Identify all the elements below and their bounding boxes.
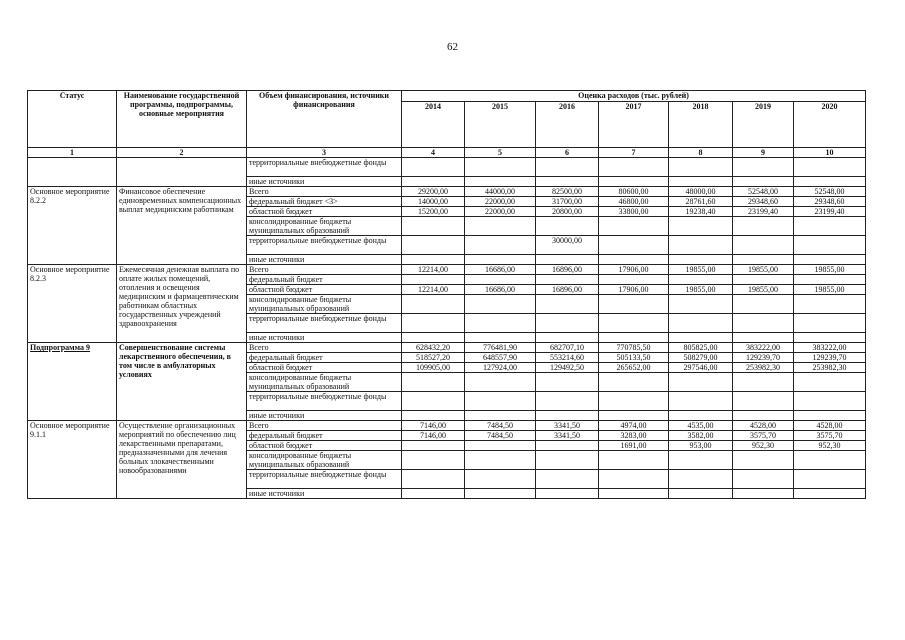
value-cell: 553214,60 (536, 353, 599, 363)
header-year: 2014 (402, 102, 465, 148)
source-cell: территориальные внебюджетные фонды (247, 392, 402, 411)
value-cell: 265652,00 (599, 363, 669, 373)
value-cell (669, 411, 733, 421)
value-cell (536, 158, 599, 177)
value-cell (536, 314, 599, 333)
value-cell (536, 451, 599, 470)
program-name-cell: Ежемесячная денежная выплата по оплате жилых помещений, отопления и освещения медицинским и фармацевтическим работникам областных государственных учреждений здравоохранения (117, 265, 247, 343)
source-cell: областной бюджет (247, 207, 402, 217)
value-cell: 44000,00 (465, 187, 536, 197)
value-cell (536, 275, 599, 285)
value-cell: 19855,00 (669, 265, 733, 275)
value-cell: 22000,00 (465, 197, 536, 207)
value-cell: 383222,00 (733, 343, 794, 353)
value-cell (465, 236, 536, 255)
header-estimate: Оценка расходов (тыс. рублей) (402, 91, 866, 102)
value-cell (794, 295, 866, 314)
value-cell: 23199,40 (794, 207, 866, 217)
source-cell: территориальные внебюджетные фонды (247, 314, 402, 333)
value-cell (733, 217, 794, 236)
value-cell (536, 411, 599, 421)
value-cell (599, 255, 669, 265)
source-cell: федеральный бюджет (247, 353, 402, 363)
header-program-name: Наименование государственной программы, подпрограммы, основные мероприятия (117, 91, 247, 148)
value-cell (599, 236, 669, 255)
value-cell (599, 158, 669, 177)
value-cell: 129239,70 (733, 353, 794, 363)
value-cell (465, 217, 536, 236)
value-cell: 953,00 (669, 441, 733, 451)
value-cell (465, 392, 536, 411)
value-cell (794, 333, 866, 343)
source-cell: Всего (247, 265, 402, 275)
value-cell (402, 489, 465, 499)
value-cell (465, 314, 536, 333)
value-cell (733, 275, 794, 285)
value-cell: 4528,00 (794, 421, 866, 431)
value-cell (794, 255, 866, 265)
status-cell: Подпрограмма 9 (28, 343, 117, 421)
value-cell: 508279,00 (669, 353, 733, 363)
value-cell: 16896,00 (536, 265, 599, 275)
value-cell (733, 470, 794, 489)
value-cell (402, 177, 465, 187)
value-cell (669, 470, 733, 489)
value-cell: 383222,00 (794, 343, 866, 353)
value-cell (794, 314, 866, 333)
header-financing: Объем финансирования, источники финансирования (247, 91, 402, 148)
value-cell (536, 295, 599, 314)
source-cell: иные источники (247, 333, 402, 343)
column-number: 10 (794, 148, 866, 158)
column-number: 6 (536, 148, 599, 158)
value-cell: 12214,00 (402, 265, 465, 275)
value-cell: 16896,00 (536, 285, 599, 295)
value-cell (465, 411, 536, 421)
header-year: 2017 (599, 102, 669, 148)
value-cell (669, 314, 733, 333)
value-cell (794, 217, 866, 236)
value-cell (536, 470, 599, 489)
header-status: Статус (28, 91, 117, 148)
value-cell (733, 451, 794, 470)
header-year: 2016 (536, 102, 599, 148)
value-cell (599, 489, 669, 499)
value-cell (599, 392, 669, 411)
source-cell: консолидированные бюджеты муниципальных образований (247, 373, 402, 392)
value-cell (669, 489, 733, 499)
value-cell (669, 255, 733, 265)
value-cell: 30000,00 (536, 236, 599, 255)
value-cell (536, 489, 599, 499)
value-cell: 22000,00 (465, 207, 536, 217)
value-cell (465, 177, 536, 187)
value-cell (794, 158, 866, 177)
value-cell: 628432,20 (402, 343, 465, 353)
status-cell (28, 158, 117, 187)
value-cell: 4535,00 (669, 421, 733, 431)
value-cell: 776481,90 (465, 343, 536, 353)
source-cell: территориальные внебюджетные фонды (247, 158, 402, 177)
status-cell: Основное мероприятие 9.1.1 (28, 421, 117, 499)
header-row (28, 91, 866, 102)
value-cell (402, 451, 465, 470)
source-cell: федеральный бюджет (247, 275, 402, 285)
value-cell: 253982,30 (794, 363, 866, 373)
value-cell (599, 470, 669, 489)
value-cell: 3341,50 (536, 431, 599, 441)
value-cell (794, 489, 866, 499)
value-cell (599, 411, 669, 421)
value-cell (599, 314, 669, 333)
value-cell: 3582,00 (669, 431, 733, 441)
value-cell (536, 333, 599, 343)
value-cell (733, 255, 794, 265)
value-cell (402, 236, 465, 255)
value-cell (402, 158, 465, 177)
value-cell (536, 373, 599, 392)
financing-table (27, 90, 866, 499)
value-cell: 16686,00 (465, 285, 536, 295)
table-row (28, 421, 866, 431)
value-cell (402, 470, 465, 489)
source-cell: Всего (247, 187, 402, 197)
value-cell: 4528,00 (733, 421, 794, 431)
value-cell: 23199,40 (733, 207, 794, 217)
value-cell (402, 441, 465, 451)
value-cell (465, 441, 536, 451)
source-cell: федеральный бюджет (247, 431, 402, 441)
value-cell: 82500,00 (536, 187, 599, 197)
value-cell (536, 441, 599, 451)
source-cell: иные источники (247, 255, 402, 265)
value-cell (402, 392, 465, 411)
value-cell (599, 333, 669, 343)
value-cell (669, 217, 733, 236)
header-year: 2015 (465, 102, 536, 148)
value-cell: 19238,40 (669, 207, 733, 217)
value-cell (402, 333, 465, 343)
source-cell: консолидированные бюджеты муниципальных образований (247, 451, 402, 470)
source-cell: консолидированные бюджеты муниципальных образований (247, 295, 402, 314)
source-cell: иные источники (247, 411, 402, 421)
value-cell (465, 275, 536, 285)
value-cell (536, 255, 599, 265)
value-cell (599, 177, 669, 187)
value-cell: 7484,50 (465, 431, 536, 441)
value-cell: 19855,00 (733, 285, 794, 295)
value-cell: 3341,50 (536, 421, 599, 431)
source-cell: иные источники (247, 489, 402, 499)
value-cell: 15200,00 (402, 207, 465, 217)
value-cell: 46800,00 (599, 197, 669, 207)
value-cell (669, 295, 733, 314)
value-cell: 518527,20 (402, 353, 465, 363)
value-cell (794, 373, 866, 392)
value-cell: 20800,00 (536, 207, 599, 217)
source-cell: областной бюджет (247, 285, 402, 295)
value-cell (669, 275, 733, 285)
value-cell: 682707,10 (536, 343, 599, 353)
value-cell (733, 295, 794, 314)
value-cell (465, 158, 536, 177)
value-cell: 33800,00 (599, 207, 669, 217)
program-name-cell (117, 158, 247, 187)
value-cell: 80600,00 (599, 187, 669, 197)
value-cell: 31700,00 (536, 197, 599, 207)
value-cell (402, 255, 465, 265)
value-cell (733, 489, 794, 499)
value-cell (599, 451, 669, 470)
value-cell: 3575,70 (733, 431, 794, 441)
program-name-cell: Осуществление организационных мероприятий по обеспечению лиц лекарственными препаратами, предназначенными для лечения больных злокачественными новообразованиями (117, 421, 247, 499)
value-cell: 29348,60 (733, 197, 794, 207)
value-cell (733, 373, 794, 392)
value-cell: 3283,00 (599, 431, 669, 441)
value-cell: 52548,00 (794, 187, 866, 197)
column-number-row (28, 148, 866, 158)
column-number: 1 (28, 148, 117, 158)
value-cell (794, 392, 866, 411)
value-cell (465, 255, 536, 265)
table-row (28, 343, 866, 353)
page-number: 62 (447, 41, 458, 53)
source-cell: Всего (247, 421, 402, 431)
value-cell (402, 295, 465, 314)
value-cell (794, 451, 866, 470)
column-number: 2 (117, 148, 247, 158)
header-year: 2018 (669, 102, 733, 148)
value-cell (599, 295, 669, 314)
value-cell: 19855,00 (669, 285, 733, 295)
value-cell (794, 236, 866, 255)
value-cell (465, 451, 536, 470)
value-cell (733, 333, 794, 343)
value-cell: 17906,00 (599, 265, 669, 275)
value-cell: 19855,00 (794, 265, 866, 275)
value-cell (794, 177, 866, 187)
program-name-cell: Финансовое обеспечение единовременных компенсационных выплат медицинским работникам (117, 187, 247, 265)
value-cell (669, 392, 733, 411)
value-cell: 805825,00 (669, 343, 733, 353)
value-cell: 28761,60 (669, 197, 733, 207)
value-cell (536, 392, 599, 411)
value-cell (465, 489, 536, 499)
value-cell (599, 275, 669, 285)
value-cell (599, 217, 669, 236)
value-cell (733, 392, 794, 411)
value-cell (733, 314, 794, 333)
value-cell (733, 177, 794, 187)
value-cell: 29348,60 (794, 197, 866, 207)
value-cell: 1691,00 (599, 441, 669, 451)
value-cell: 48000,00 (669, 187, 733, 197)
value-cell (465, 470, 536, 489)
value-cell: 52548,00 (733, 187, 794, 197)
value-cell: 129492,50 (536, 363, 599, 373)
value-cell (402, 275, 465, 285)
value-cell: 505133,50 (599, 353, 669, 363)
value-cell (733, 236, 794, 255)
value-cell: 4974,00 (599, 421, 669, 431)
value-cell (599, 373, 669, 392)
table-row (28, 158, 866, 177)
header-year: 2020 (794, 102, 866, 148)
value-cell (536, 217, 599, 236)
header-year: 2019 (733, 102, 794, 148)
value-cell: 109905,00 (402, 363, 465, 373)
value-cell (794, 411, 866, 421)
value-cell (402, 411, 465, 421)
column-number: 9 (733, 148, 794, 158)
value-cell (669, 158, 733, 177)
value-cell (402, 314, 465, 333)
source-cell: федеральный бюджет <3> (247, 197, 402, 207)
value-cell (669, 373, 733, 392)
value-cell: 17906,00 (599, 285, 669, 295)
value-cell (794, 470, 866, 489)
value-cell (733, 411, 794, 421)
value-cell: 29200,00 (402, 187, 465, 197)
value-cell (465, 295, 536, 314)
source-cell: территориальные внебюджетные фонды (247, 470, 402, 489)
column-number: 3 (247, 148, 402, 158)
table-row (28, 187, 866, 197)
value-cell: 952,30 (733, 441, 794, 451)
value-cell (669, 236, 733, 255)
value-cell: 770785,50 (599, 343, 669, 353)
column-number: 8 (669, 148, 733, 158)
value-cell: 19855,00 (733, 265, 794, 275)
column-number: 7 (599, 148, 669, 158)
program-name-cell: Совершенствование системы лекарственного обеспечения, в том числе в амбулаторных условиях (117, 343, 247, 421)
source-cell: иные источники (247, 177, 402, 187)
status-cell: Основное мероприятие 8.2.3 (28, 265, 117, 343)
value-cell (669, 177, 733, 187)
value-cell (402, 373, 465, 392)
value-cell (669, 451, 733, 470)
value-cell: 253982,30 (733, 363, 794, 373)
value-cell: 16686,00 (465, 265, 536, 275)
source-cell: консолидированные бюджеты муниципальных образований (247, 217, 402, 236)
value-cell: 952,30 (794, 441, 866, 451)
value-cell: 297546,00 (669, 363, 733, 373)
value-cell: 7484,50 (465, 421, 536, 431)
value-cell: 129239,70 (794, 353, 866, 363)
value-cell (669, 333, 733, 343)
value-cell (402, 217, 465, 236)
value-cell: 127924,00 (465, 363, 536, 373)
source-cell: областной бюджет (247, 441, 402, 451)
table-row (28, 265, 866, 275)
value-cell (465, 333, 536, 343)
source-cell: территориальные внебюджетные фонды (247, 236, 402, 255)
source-cell: областной бюджет (247, 363, 402, 373)
value-cell: 14000,00 (402, 197, 465, 207)
value-cell: 3575,70 (794, 431, 866, 441)
value-cell: 12214,00 (402, 285, 465, 295)
value-cell: 7146,00 (402, 421, 465, 431)
status-cell: Основное мероприятие 8.2.2 (28, 187, 117, 265)
value-cell: 7146,00 (402, 431, 465, 441)
value-cell (733, 158, 794, 177)
column-number: 5 (465, 148, 536, 158)
value-cell (465, 373, 536, 392)
column-number: 4 (402, 148, 465, 158)
source-cell: Всего (247, 343, 402, 353)
value-cell: 648557,90 (465, 353, 536, 363)
value-cell: 19855,00 (794, 285, 866, 295)
value-cell (536, 177, 599, 187)
value-cell (794, 275, 866, 285)
